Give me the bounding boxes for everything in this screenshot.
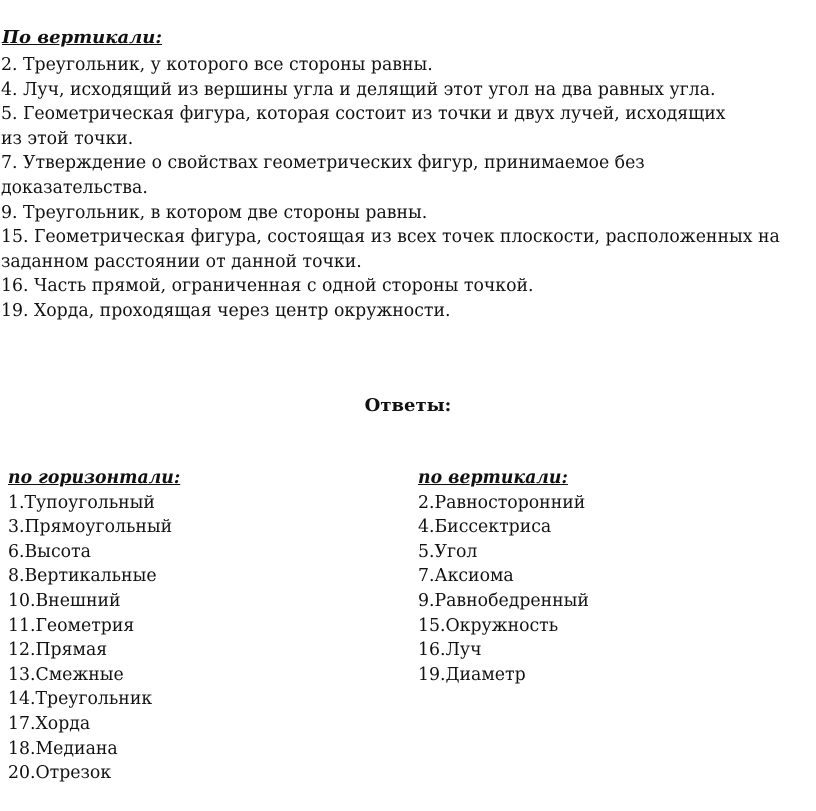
answer-item: 8.Вертикальные [8, 566, 157, 587]
answer-item: 6.Высота [8, 541, 91, 562]
vertical-clues-list [1, 53, 806, 324]
answers-title: Ответы: [364, 395, 452, 416]
clue-item: 7. Утверждение о свойствах геометрических фигур, принимаемое без доказательства. [1, 153, 645, 198]
answer-item: 11.Геометрия [8, 615, 135, 636]
answer-item: 20.Отрезок [8, 763, 112, 784]
clue-item: 19. Хорда, проходящая через центр окружности. [1, 300, 451, 321]
answer-item: 17.Хорда [8, 713, 91, 734]
clue-item: 5. Геометрическая фигура, которая состоит из точки и двух лучей, исходящих из этой точки. [1, 104, 726, 149]
answer-item: 3.Прямоугольный [8, 517, 173, 538]
answers-horizontal-title: по горизонтали: [8, 468, 181, 488]
answer-item: 5.Угол [418, 541, 478, 562]
answer-item: 14.Треугольник [8, 689, 153, 710]
answers-vertical-title: по вертикали: [418, 468, 568, 488]
answer-item: 16.Луч [418, 640, 482, 661]
clue-item: 2. Треугольник, у которого все стороны равны. [1, 55, 433, 75]
answer-item: 12.Прямая [8, 640, 108, 661]
answer-item: 9.Равнобедренный [418, 590, 589, 611]
vertical-clues-heading: По вертикали: [2, 27, 163, 48]
answer-item: 4.Биссектриса [418, 517, 552, 538]
clue-item: 16. Часть прямой, ограниченная с одной стороны точкой. [1, 276, 534, 297]
answer-item: 19.Диаметр [418, 664, 526, 685]
clue-item: 4. Луч, исходящий из вершины угла и делящий этот угол на два равных угла. [1, 79, 716, 100]
answer-item: 7.Аксиома [418, 566, 514, 587]
answer-item: 10.Внешний [8, 590, 121, 611]
answer-item: 15.Окружность [418, 615, 559, 636]
clue-item: 15. Геометрическая фигура, состоящая из всех точек плоскости, расположенных на заданном расстоянии от данной точки. [1, 227, 780, 272]
answer-item: 13.Смежные [8, 664, 124, 685]
answers-vertical-column [418, 466, 589, 687]
clue-item: 9. Треугольник, в котором две стороны равны. [1, 202, 428, 223]
answer-item: 18.Медиана [8, 738, 118, 759]
answer-item: 1.Тупоугольный [8, 492, 155, 513]
answer-item: 2.Равносторонний [418, 492, 586, 513]
answers-horizontal-column [8, 466, 180, 786]
